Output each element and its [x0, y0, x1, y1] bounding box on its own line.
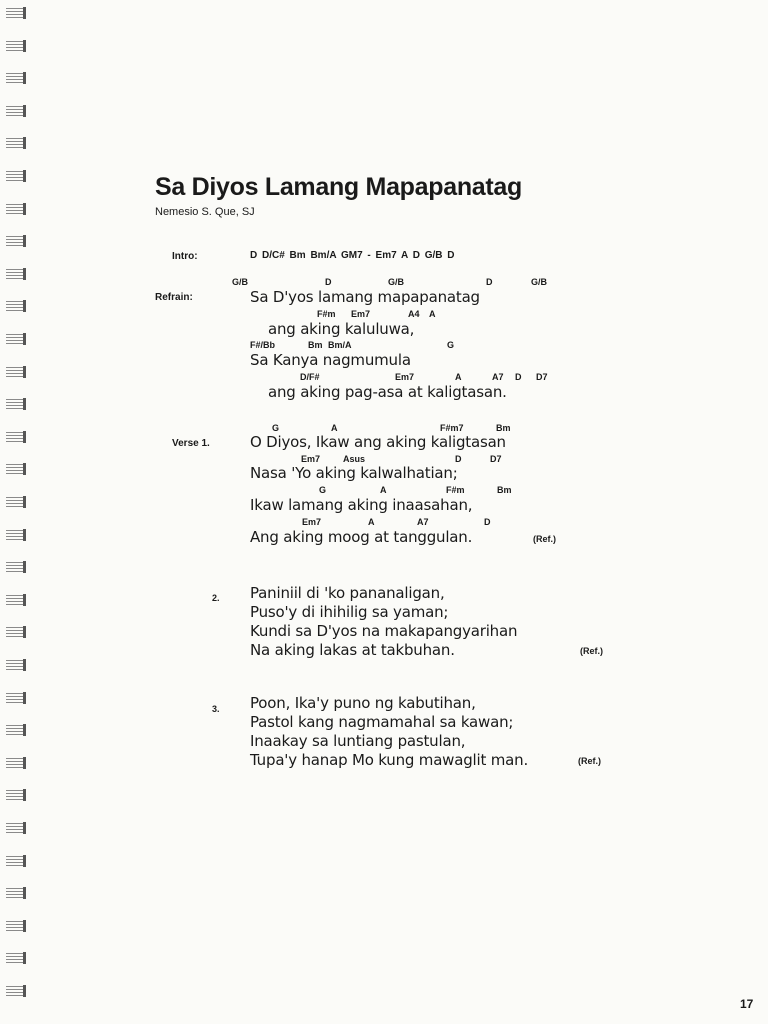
binding-ring	[2, 593, 26, 607]
chord: D	[455, 454, 462, 464]
binding-ring	[2, 332, 26, 346]
chord: G/B	[531, 277, 548, 287]
binding-ring	[2, 886, 26, 900]
spiral-binding	[2, 0, 28, 1024]
binding-ring	[2, 625, 26, 639]
binding-ring	[2, 462, 26, 476]
chord: A7	[417, 517, 429, 527]
refrain-cue: (Ref.)	[578, 756, 601, 766]
lyric-line: Sa Kanya nagmumula	[250, 351, 411, 369]
binding-ring	[2, 691, 26, 705]
verse2-number: 2.	[212, 593, 220, 603]
chord: A	[455, 372, 462, 382]
binding-ring	[2, 658, 26, 672]
binding-ring	[2, 560, 26, 574]
chord: G	[447, 340, 455, 350]
lyric-line: Puso'y di ihihilig sa yaman;	[250, 603, 449, 621]
binding-ring	[2, 6, 26, 20]
chord: G/B	[232, 277, 249, 287]
chord: A	[368, 517, 375, 527]
lyric-line: Inaakay sa luntiang pastulan,	[250, 732, 466, 750]
binding-ring	[2, 104, 26, 118]
binding-ring	[2, 528, 26, 542]
lyric-line: Pastol kang nagmamahal sa kawan;	[250, 713, 514, 731]
chord: A	[331, 423, 338, 433]
chord: G	[272, 423, 280, 433]
binding-ring	[2, 756, 26, 770]
binding-ring	[2, 919, 26, 933]
chord: A4	[408, 309, 420, 319]
binding-ring	[2, 71, 26, 85]
chord: D/F#	[300, 372, 320, 382]
binding-ring	[2, 267, 26, 281]
lyric-line: Tupa'y hanap Mo kung mawaglit man.	[250, 751, 529, 769]
binding-ring	[2, 169, 26, 183]
refrain-cue: (Ref.)	[533, 534, 556, 544]
chord: D7	[536, 372, 548, 382]
binding-ring	[2, 136, 26, 150]
chord: Em7	[301, 454, 321, 464]
verse1-label: Verse 1.	[172, 438, 210, 449]
chord: A7	[492, 372, 504, 382]
lyric-line: O Diyos, Ikaw ang aking kaligtasan	[250, 433, 506, 451]
chord: F#m	[317, 309, 336, 319]
lyric-line: Ang aking moog at tanggulan.	[250, 528, 473, 546]
chord: G	[319, 485, 327, 495]
lyric-line: Na aking lakas at takbuhan.	[250, 641, 455, 659]
chord: F#/Bb	[250, 340, 276, 350]
binding-ring	[2, 234, 26, 248]
intro-label: Intro:	[172, 251, 198, 262]
binding-ring	[2, 723, 26, 737]
page-number: 17	[740, 997, 754, 1011]
refrain-label: Refrain:	[155, 292, 193, 303]
binding-ring	[2, 821, 26, 835]
song-author: Nemesio S. Que, SJ	[155, 206, 255, 218]
binding-ring	[2, 430, 26, 444]
binding-ring	[2, 39, 26, 53]
binding-ring	[2, 202, 26, 216]
chord: D7	[490, 454, 502, 464]
refrain-cue: (Ref.)	[580, 646, 603, 656]
binding-ring	[2, 951, 26, 965]
chord: D	[484, 517, 491, 527]
chord: Asus	[343, 454, 366, 464]
chord: D	[515, 372, 522, 382]
lyric-line: Poon, Ika'y puno ng kabutihan,	[250, 694, 476, 712]
binding-ring	[2, 788, 26, 802]
lyric-line: ang aking kaluluwa,	[268, 320, 415, 338]
chord: A	[429, 309, 436, 319]
binding-ring	[2, 397, 26, 411]
chord: Em7	[351, 309, 371, 319]
intro-chords: D D/C# Bm Bm/A GM7 - Em7 A D G/B D	[250, 250, 455, 261]
chord: A	[380, 485, 387, 495]
chord: Bm	[308, 340, 323, 350]
binding-ring	[2, 365, 26, 379]
chord: F#m7	[440, 423, 464, 433]
chord: Em7	[395, 372, 415, 382]
chord: F#m	[446, 485, 465, 495]
binding-ring	[2, 984, 26, 998]
lyric-line: ang aking pag-asa at kaligtasan.	[268, 383, 507, 401]
lyric-line: Nasa 'Yo aking kalwalhatian;	[250, 464, 458, 482]
binding-ring	[2, 854, 26, 868]
chord: G/B	[388, 277, 405, 287]
chord: D	[325, 277, 332, 287]
binding-ring	[2, 495, 26, 509]
verse3-number: 3.	[212, 704, 220, 714]
lyric-line: Kundi sa D'yos na makapangyarihan	[250, 622, 518, 640]
chord: Em7	[302, 517, 322, 527]
lyric-line: Ikaw lamang aking inaasahan,	[250, 496, 473, 514]
chord: Bm	[497, 485, 512, 495]
song-title: Sa Diyos Lamang Mapapanatag	[155, 173, 522, 201]
lyric-line: Paniniil di 'ko pananaligan,	[250, 584, 445, 602]
chord: Bm/A	[328, 340, 352, 350]
lyric-line: Sa D'yos lamang mapapanatag	[250, 288, 480, 306]
chord: D	[486, 277, 493, 287]
chord: Bm	[496, 423, 511, 433]
binding-ring	[2, 299, 26, 313]
